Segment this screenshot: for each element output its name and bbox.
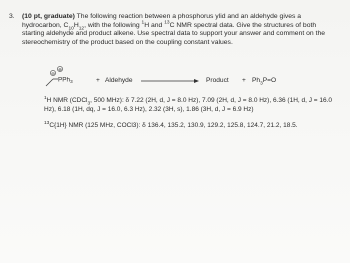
- question-points: (10 pt, graduate): [22, 13, 75, 20]
- ylid-label: PPh$_3$: [58, 76, 73, 84]
- triphenylphosphine-oxide-label: $Ph_3P=O$: [252, 77, 277, 87]
- reaction-scheme: [44, 66, 340, 88]
- phosphorus-ylid-structure: [44, 66, 78, 88]
- reaction-arrow: [141, 78, 199, 84]
- plus-sign: +: [96, 77, 100, 84]
- plus-sign-2: +: [242, 77, 246, 84]
- carbon-nmr-data: $^{13}$C{1H} NMR (125 MHz, COCl3): δ 136.4, 135.2, 130.9, 129.2, 125.8, 124.7, 21.2, 18.5.: [44, 120, 298, 129]
- question-text: (10 pt, graduate) The following reaction between a phosphorus ylid and an aldehyde gives a hydrocarbon, $C_{10}H_{12}$, with the following $^1$H and $^{13}$C NMR spectral data. Give the structures of both starting aldehyde and product alkene. Use spectral data to support your answer and comment on the stereochemistry of the product based on the coupling constant values.: [22, 13, 326, 46]
- question-number: 3.: [9, 13, 15, 20]
- proton-nmr-data: $^1$H NMR (CDCl$_3$, 500 MHz): δ 7.22 (2H, d, J = 8.0 Hz), 7.09 (2H, d, J = 8.0 Hz), 6.36 (1H, d, J = 16.0 Hz), 6.18 (1H, dq, J = 16.0, 6.3 Hz), 2.32 (3H, s), 1.86 (3H, d, J = 6.9 Hz): [44, 95, 333, 113]
- carbanion-charge: ⊖: [51, 71, 55, 77]
- phosphonium-charge: ⊕: [58, 67, 62, 73]
- aldehyde-label: Aldehyde: [105, 77, 133, 84]
- product-label: Product: [206, 77, 229, 84]
